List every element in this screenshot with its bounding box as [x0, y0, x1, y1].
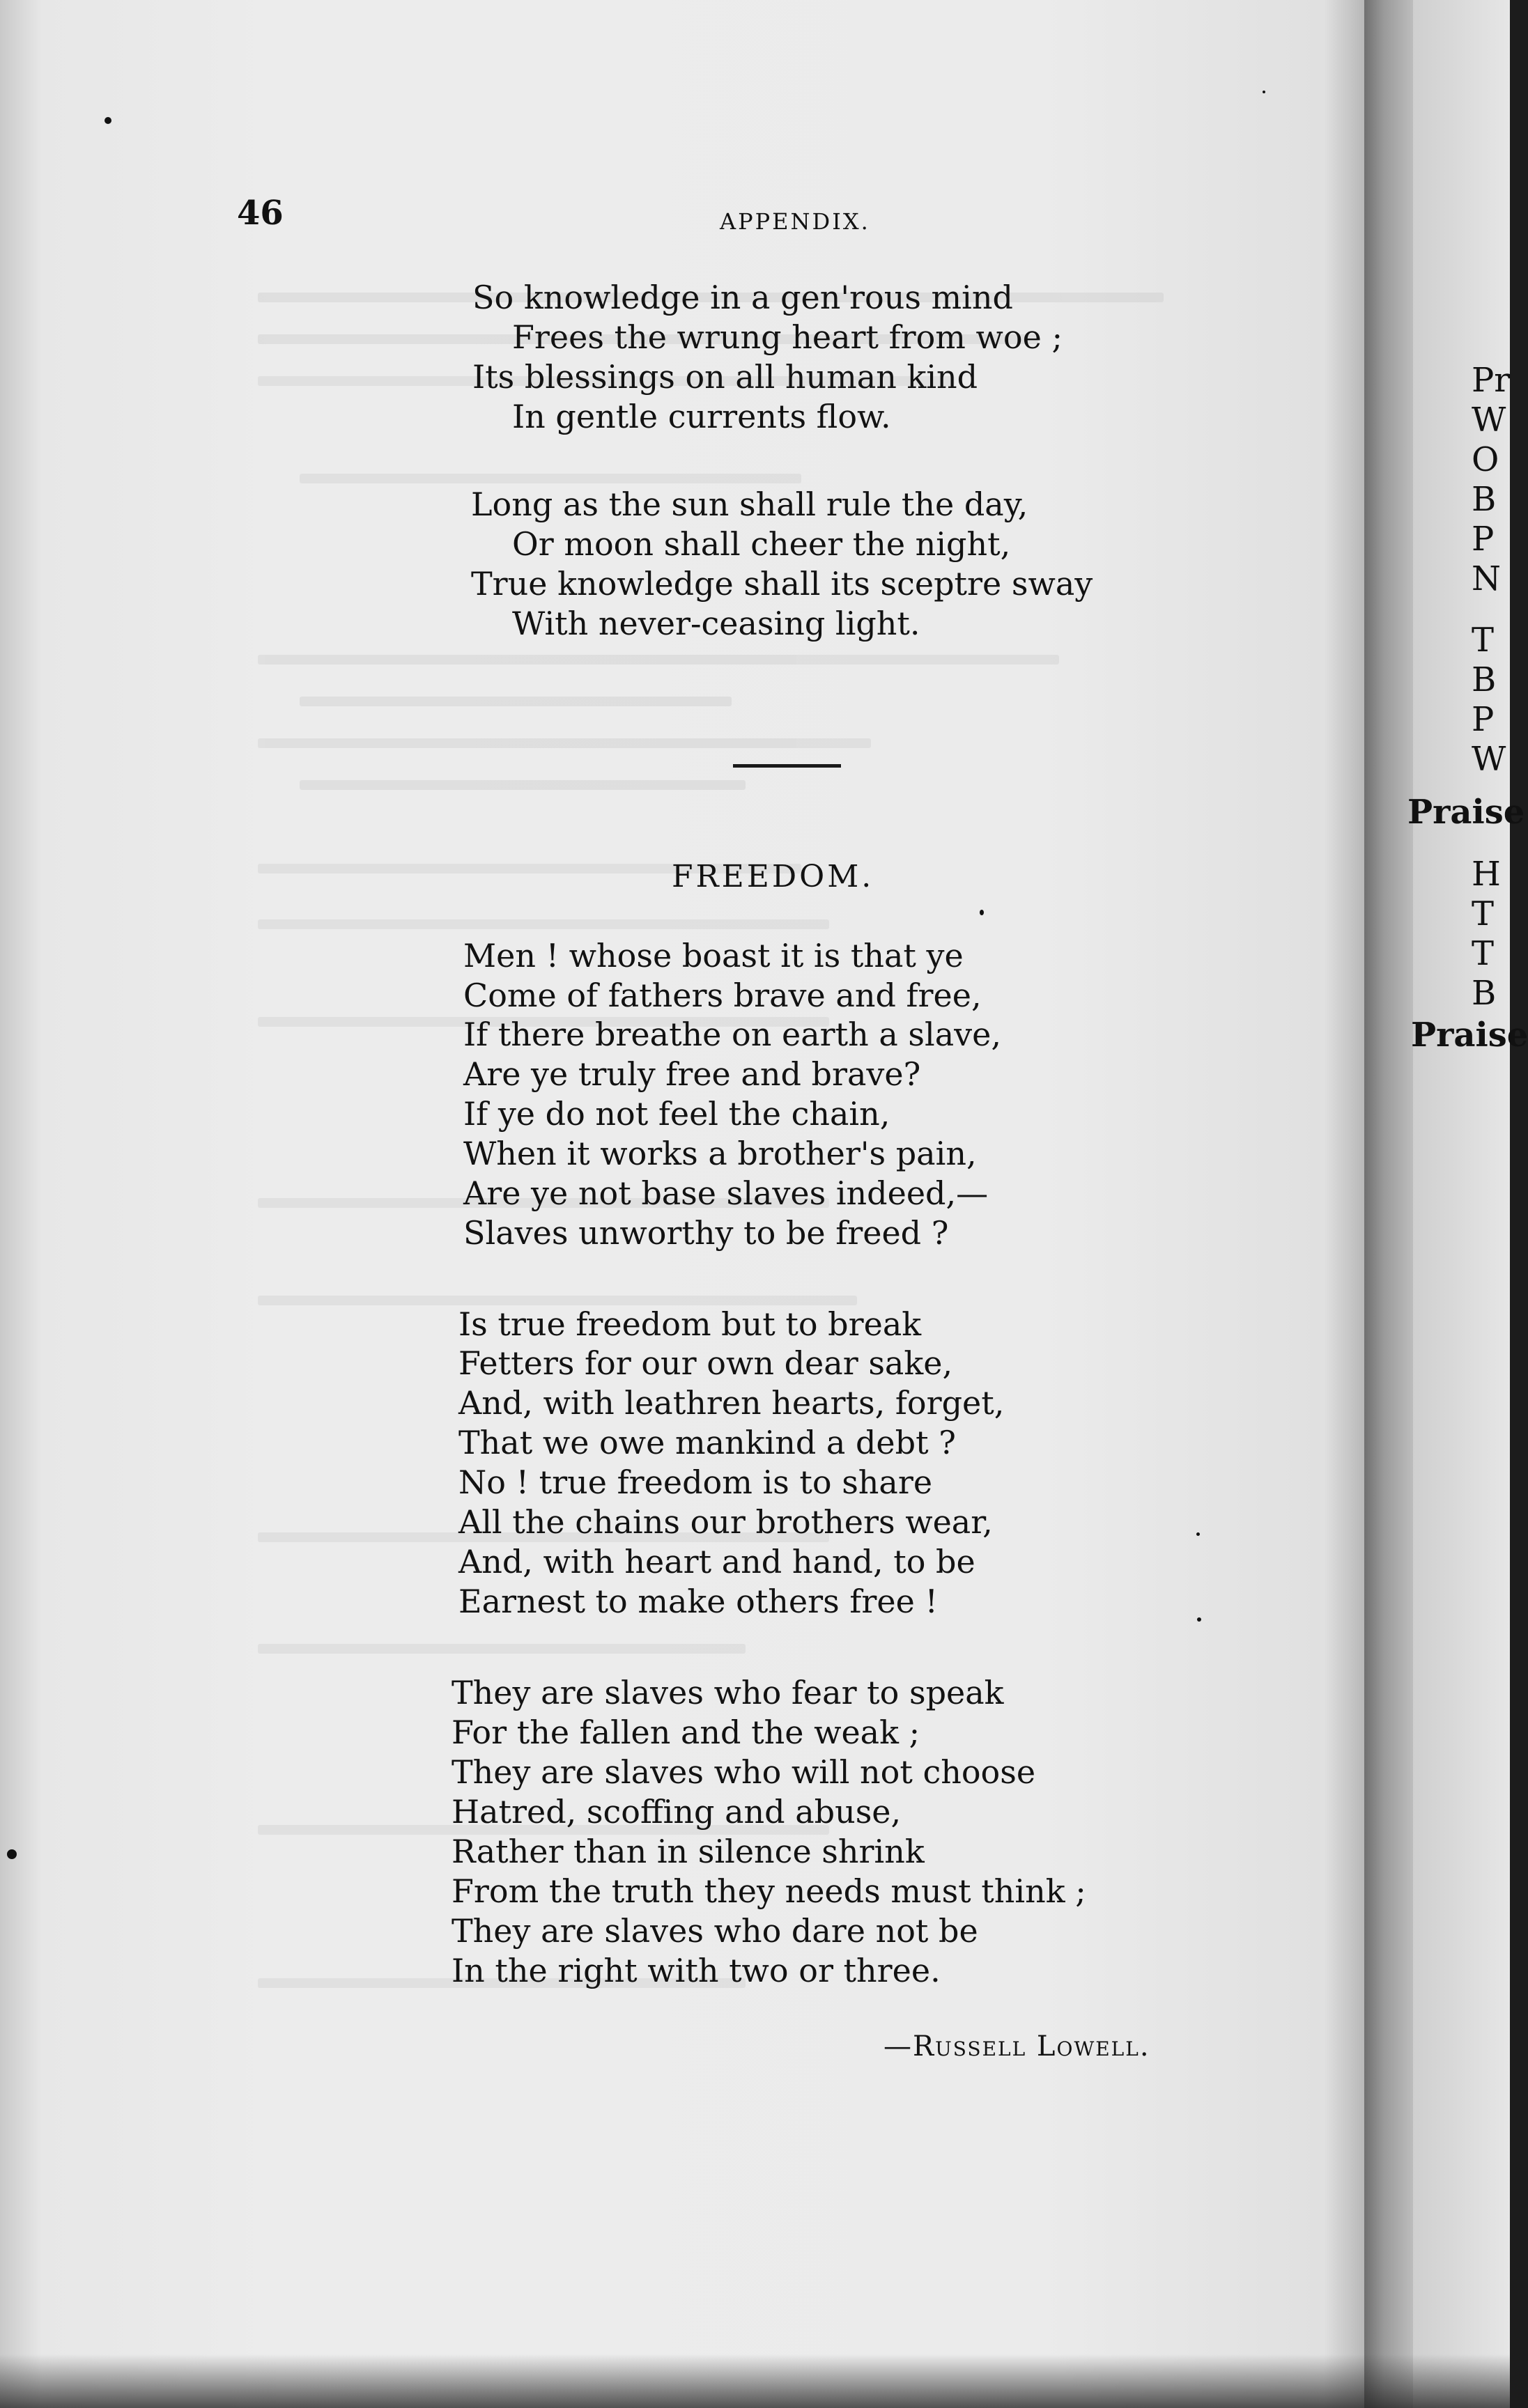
poem-line: Hatred, scoffing and abuse,	[452, 1793, 902, 1831]
page-number: 46	[237, 194, 284, 233]
poem-line: Frees the wrung heart from woe ;	[512, 318, 1063, 356]
dust-speck	[1263, 91, 1265, 93]
poem-line: In gentle currents flow.	[512, 398, 891, 435]
poem-line: They are slaves who fear to speak	[452, 1674, 1004, 1711]
poem-line: Slaves unworthy to be freed ?	[463, 1214, 949, 1252]
running-head: APPENDIX.	[720, 208, 870, 235]
poem-line: For the fallen and the weak ;	[452, 1714, 920, 1751]
poem-line: So knowledge in a gen'rous mind	[472, 279, 1013, 316]
edge-fragment: T	[1472, 934, 1495, 973]
edge-fragment: O	[1472, 440, 1499, 479]
poem-line: Earnest to make others free !	[458, 1583, 938, 1620]
poem-line: From the truth they needs must think ;	[452, 1872, 1086, 1910]
poem-line: No ! true freedom is to share	[458, 1463, 933, 1501]
poem-line: With never-ceasing light.	[512, 605, 920, 642]
poem-line: True knowledge shall its sceptre sway	[471, 565, 1093, 603]
dust-speck	[1196, 1532, 1200, 1536]
poem-line: That we owe mankind a debt ?	[458, 1424, 956, 1461]
poem-line: Men ! whose boast it is that ye	[463, 937, 964, 974]
poem-line: Come of fathers brave and free,	[463, 977, 982, 1014]
poem-line: Or moon shall cheer the night,	[512, 525, 1011, 563]
scan-shadow	[0, 2354, 1510, 2408]
dust-speck	[980, 910, 984, 915]
poem-line: Is true freedom but to break	[458, 1305, 922, 1343]
poem-title: FREEDOM.	[672, 859, 874, 894]
poem-line: In the right with two or three.	[452, 1952, 941, 1989]
poem-attribution: —Russell Lowell.	[883, 2030, 1150, 2063]
poem-line: They are slaves who will not choose	[452, 1753, 1036, 1791]
dust-speck	[7, 1849, 17, 1859]
poem-line: All the chains our brothers wear,	[458, 1503, 993, 1541]
edge-fragment: Praise	[1411, 1016, 1528, 1055]
poem-line: If there breathe on earth a slave,	[463, 1016, 1001, 1053]
edge-fragment: P	[1472, 520, 1495, 559]
section-divider	[733, 764, 841, 768]
poem-line: Fetters for our own dear sake,	[458, 1344, 953, 1382]
edge-fragment: W	[1472, 401, 1506, 440]
dust-speck	[1197, 1617, 1201, 1622]
poem-line: Are ye truly free and brave?	[463, 1055, 921, 1093]
edge-fragment: Pr	[1472, 361, 1511, 400]
poem-line: Long as the sun shall rule the day,	[471, 486, 1028, 523]
poem-line: When it works a brother's pain,	[463, 1135, 977, 1172]
poem-line: If ye do not feel the chain,	[463, 1095, 890, 1133]
edge-fragment: T	[1472, 894, 1495, 933]
edge-fragment: B	[1472, 974, 1497, 1013]
poem-line: They are slaves who dare not be	[452, 1912, 978, 1950]
dust-speck	[105, 117, 111, 124]
poem-line: Are ye not base slaves indeed,—	[463, 1174, 989, 1212]
edge-fragment: Praise	[1407, 793, 1525, 832]
edge-fragment: H	[1472, 855, 1501, 894]
edge-fragment: T	[1472, 621, 1495, 660]
poem-line: Its blessings on all human kind	[472, 358, 978, 396]
edge-fragment: P	[1472, 700, 1495, 739]
poem-line: And, with leathren hearts, forget,	[458, 1384, 1005, 1422]
edge-fragment: N	[1472, 559, 1501, 598]
edge-fragment: B	[1472, 480, 1497, 519]
poem-line: And, with heart and hand, to be	[458, 1543, 975, 1580]
edge-fragment: W	[1472, 740, 1506, 779]
book-gutter	[1364, 0, 1413, 2408]
poem-line: Rather than in silence shrink	[452, 1833, 925, 1870]
edge-fragment: B	[1472, 660, 1497, 699]
